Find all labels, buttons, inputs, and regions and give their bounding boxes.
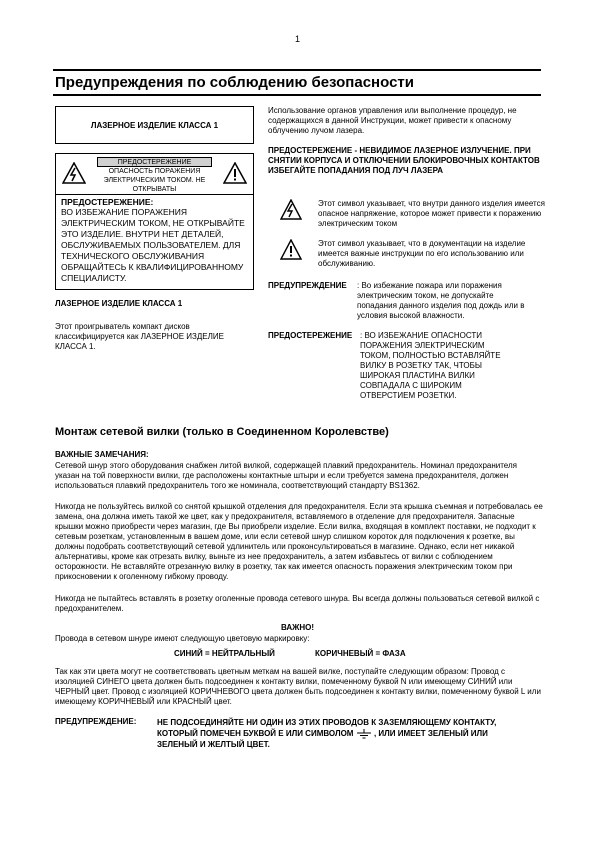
final-warning-text-part1: НЕ ПОДСОЕДИНЯЙТЕ НИ ОДИН ИЗ ЭТИХ ПРОВОДОВ К ЗАЗЕМЛЯЮЩЕМУ КОНТАКТУ, КОТОРЫЙ ПОМЕЧЕН БУКВОЙ Е ИЛИ СИМВОЛОМ xyxy=(157,718,497,738)
symbol-voltage-text: Этот символ указывает, что внутри данного изделия имеется опасное напряжение, которое может привести к поражению электрическим током xyxy=(318,199,545,228)
exclamation-triangle-icon xyxy=(223,162,247,184)
final-warning-text xyxy=(157,717,502,750)
ground-symbol-icon xyxy=(356,729,372,739)
caution-body: ВО ИЗБЕЖАНИЕ ПОРАЖЕНИЯ ЭЛЕКТРИЧЕСКИМ ТОКОМ, НЕ ОТКРЫВАЙТЕ ЭТО ИЗДЕЛИЕ. ВНУТРИ НЕТ ДЕТАЛЕЙ, ОБСЛУЖИВАЕМЫХ ПОЛЬЗОВАТЕЛЕМ. ДЛЯ ТЕХНИЧЕСКОГО ОБСЛУЖИВАНИЯ ОБРАЩАЙТЕСЬ К КВАЛИФИЦИРОВАННОМУ СПЕЦИАЛИСТУ. xyxy=(61,207,245,283)
final-warning-label: ПРЕДУПРЕЖДЕНИЕ: xyxy=(55,717,137,726)
laser-class-text: Этот проигрыватель компакт дисков классифицируется как ЛАЗЕРНОЕ ИЗДЕЛИЕ КЛАССА 1. xyxy=(55,322,224,351)
caution-icons xyxy=(56,154,253,194)
lightning-triangle-icon xyxy=(62,162,86,184)
caution-divider xyxy=(56,194,253,195)
important-heading: ВАЖНО! xyxy=(280,623,315,632)
exclamation-triangle-icon xyxy=(280,239,302,260)
caution-subtext: ОПАСНОСТЬ ПОРАЖЕНИЯ ЭЛЕКТРИЧЕСКИМ ТОКОМ. НЕ ОТКРЫВАТЫ xyxy=(103,168,206,193)
symbol-instructions-text: Этот символ указывает, что в документации на изделие имеется важные инструкции по его использованию или обслуживанию. xyxy=(318,239,526,268)
wires-intro: Провода в сетевом шнуре имеют следующую цветовую маркировку: xyxy=(55,634,310,643)
plug-section-title: Монтаж сетевой вилки (только в Соединенном Королевстве) xyxy=(55,426,389,438)
controls-warning: Использование органов управления или выполнение процедур, не содержащихся в данной Инструкции, может привести к опасному облучению лучом лазера. xyxy=(268,106,517,135)
caution-label: ПРЕДОСТЕРЕЖЕНИЕ xyxy=(97,157,212,167)
caution2-text: : ВО ИЗБЕЖАНИЕ ОПАСНОСТИ ПОРАЖЕНИЯ ЭЛЕКТРИЧЕСКИМ ТОКОМ, ПОЛНОСТЬЮ ВСТАВЛЯЙТЕ ВИЛКУ В РОЗЕТКУ ТАК, ЧТОБЫ ШИРОКАЯ ПЛАСТИНА ВИЛКИ СОВПАДАЛА С ШИРОКИМ ОТВЕРСТИЕМ РОЗЕТКИ. xyxy=(360,331,501,400)
page-number: 1 xyxy=(294,34,300,44)
paragraph-cover: Никогда не пользуйтесь вилкой со снятой крышкой отделения для предохранителя. Если эта крышка съемная и потребовалась ее замена, она должна иметь такой же цвет, как у предохранителя, вставляемого в отделение для предохранителя. Запасные крышки можно приобрести через магазин, где Вы приобрели изделие. Если вилка, входящая в комплект поставки, не подходит к сетевым розеткам, установленным в вашем доме, или если сетевой шнур слишком короток для подключения к розетке, вы должны подобрать соответствующий сетевой удлинитель или проконсультироваться в магазине. Однако, если нет никакой альтернативы, кроме как отрезать вилку, выньте из нее предохранитель, а затем избавьтесь от вилки с соблюдением осторожности. Не вставляйте отрезанную вилку в розетку, так как имеется опасность поражения электрическим током при прикосновении к оголенному гибкому проводу. xyxy=(55,502,543,581)
notice-text: : Во избежание пожара или поражения электрическим током, не допускайте попадания данного изделия под дождь или в условия высокой влажности. xyxy=(357,281,525,320)
caution-heading: ПРЕДОСТЕРЕЖЕНИЕ: xyxy=(61,197,154,207)
notes-heading: ВАЖНЫЕ ЗАМЕЧАНИЯ: xyxy=(55,450,149,459)
paragraph-colors: Так как эти цвета могут не соответствовать цветным меткам на вашей вилке, поступайте следующим образом: Провод с изоляцией СИНЕГО цвета должен быть подсоединен к контакту вилки, помеченному буквой N или имеющему СИНИЙ или ЧЕРНЫЙ цвет. Провод с изоляцией КОРИЧНЕВОГО цвета должен быть подсоединен к контакту вилки, помеченному буквой L или имеющему КОРИЧНЕВЫЙ или КРАСНЫЙ цвет. xyxy=(55,667,541,706)
invisible-laser-warning: ПРЕДОСТЕРЕЖЕНИЕ - НЕВИДИМОЕ ЛАЗЕРНОЕ ИЗЛУЧЕНИЕ. ПРИ СНЯТИИ КОРПУСА И ОТКЛЮЧЕНИИ БЛОКИРОВОЧНЫХ КОНТАКТОВ ИЗБЕГАЙТЕ ПОПАДАНИЯ ПОД ЛУЧ ЛАЗЕРА xyxy=(268,146,540,175)
page-title: Предупреждения по соблюдению безопасности xyxy=(55,74,414,91)
caution-box xyxy=(55,153,254,290)
laser-class-box-label: ЛАЗЕРНОЕ ИЗДЕЛИЕ КЛАССА 1 xyxy=(90,120,219,130)
blue-neutral: СИНИЙ = НЕЙТРАЛЬНЫЙ xyxy=(174,649,275,658)
brown-live: КОРИЧНЕВЫЙ = ФАЗА xyxy=(315,649,406,658)
laser-class-box xyxy=(55,106,254,144)
title-rule-top xyxy=(53,69,541,71)
notice-label: ПРЕДУПРЕЖДЕНИЕ xyxy=(268,281,347,290)
laser-class-heading: ЛАЗЕРНОЕ ИЗДЕЛИЕ КЛАССА 1 xyxy=(55,299,183,308)
paragraph-fuse: Сетевой шнур этого оборудования снабжен литой вилкой, содержащей плавкий предохранитель. Номинал предохранителя указан на той поверхности вилки, где расположены контактные штыри и если требуется замена предохранителя, должен использоваться плавкий предохранитель того же номинала, соответствующий стандарту BS1362. xyxy=(55,461,517,490)
final-warning-text-part2: , ИЛИ ИМЕЕТ ЗЕЛЕНЫЙ ИЛИ ЗЕЛЕНЫЙ И ЖЕЛТЫЙ ЦВЕТ. xyxy=(157,729,488,749)
paragraph-bare-wires: Никогда не пытайтесь вставлять в розетку оголенные провода сетевого шнура. Вы всегда должны пользоваться сетевой вилкой с предохранителем. xyxy=(55,594,540,613)
caution2-label: ПРЕДОСТЕРЕЖЕНИЕ xyxy=(268,331,353,340)
title-rule-bottom xyxy=(53,94,541,96)
lightning-triangle-icon xyxy=(280,199,302,220)
